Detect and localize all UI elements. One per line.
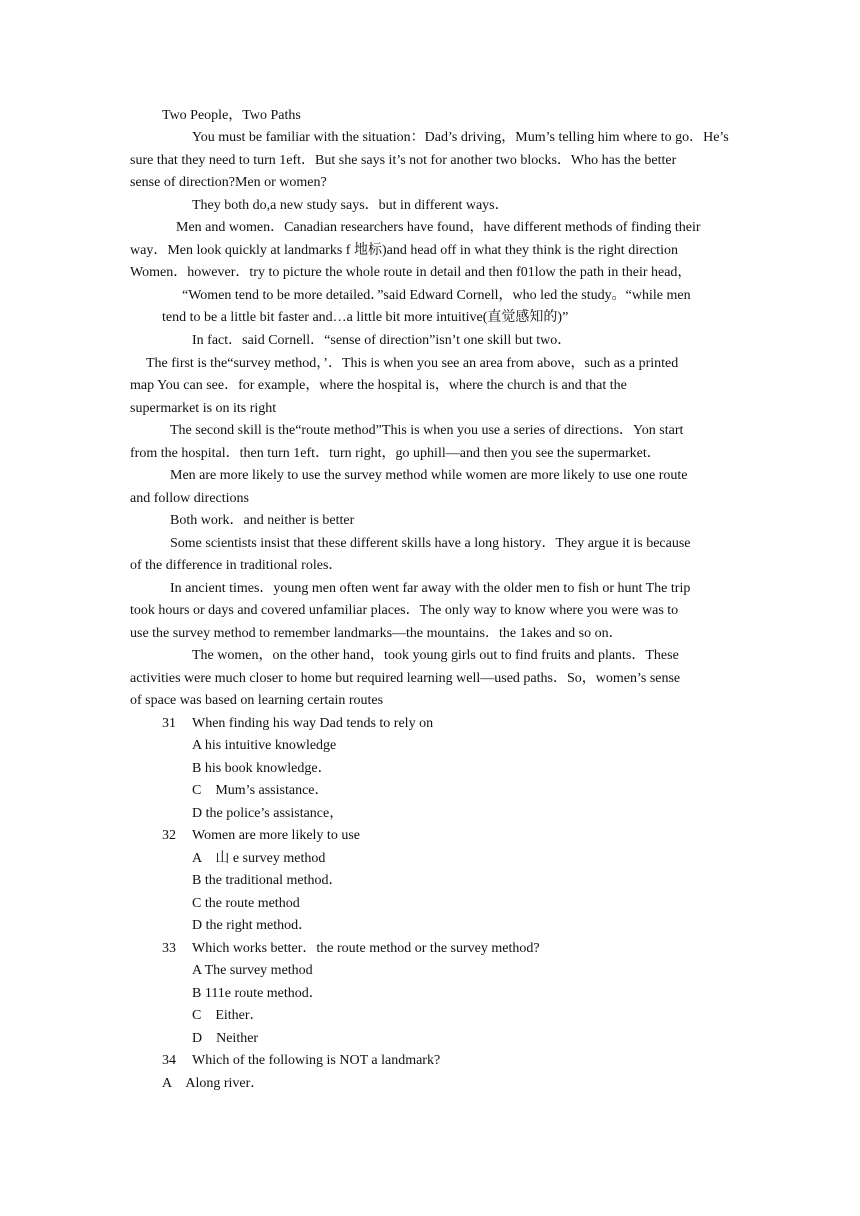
passage-line: took hours or days and covered unfamiliar places．The only way to know where you were was to xyxy=(130,603,679,618)
answer-option: B his book knowledge． xyxy=(192,761,332,776)
passage-line: from the hospital．then turn 1eft．turn right，go uphill—and then you see the supermarket． xyxy=(130,446,661,461)
answer-option: A The survey method xyxy=(192,963,313,978)
passage-line: Both work．and neither is better xyxy=(170,513,355,528)
passage-line: of the difference in traditional roles． xyxy=(130,558,343,573)
passage-line: Men are more likely to use the survey method while women are more likely to use one route xyxy=(170,468,688,483)
passage-line: map You can see．for example，where the hospital is，where the church is and that the xyxy=(130,378,627,393)
answer-option: B 111e route method． xyxy=(192,986,323,1001)
passage-line: Some scientists insist that these different skills have a long history．They argue it is because xyxy=(170,536,691,551)
passage-line: The first is the“survey method，’．This is when you see an area from above，such as a printed xyxy=(146,356,679,371)
passage-line: The second skill is the“route method”This is when you use a series of directions．Yon start xyxy=(170,423,684,438)
question-stem: Women are more likely to use xyxy=(192,828,360,843)
passage-line: way．Men look quickly at landmarks f 地标)and head off in what they think is the right direction xyxy=(130,243,678,258)
answer-option: D the right method． xyxy=(192,918,313,933)
passage-line: You must be familiar with the situation：Dad’s driving，Mum’s telling him where to go．He’s xyxy=(192,130,729,145)
answer-option: C Either． xyxy=(192,1008,264,1023)
answer-option: D Neither xyxy=(192,1031,259,1046)
passage-title: Two People，Two Paths xyxy=(162,108,301,123)
passage-line: activities were much closer to home but required learning well—used paths．So，women’s sense xyxy=(130,671,681,686)
passage-line: In fact．said Cornell．“sense of direction”isn’t one skill but two． xyxy=(192,333,572,348)
passage-line: Women．however．try to picture the whole route in detail and then f01low the path in their head， xyxy=(130,265,692,280)
answer-option: C Mum’s assistance． xyxy=(192,783,329,798)
question-number: 32 xyxy=(162,828,176,843)
passage-line: They both do,a new study says．but in different ways． xyxy=(192,198,509,213)
passage-line: supermarket is on its right xyxy=(130,401,277,416)
passage-line: Men and women．Canadian researchers have found，have different methods of finding their xyxy=(176,220,701,235)
answer-option: A Along river． xyxy=(162,1076,265,1091)
passage-line: “Women tend to be more detailed．”said Edward Cornell，who led the study。“while men xyxy=(182,288,691,303)
question-stem: When finding his way Dad tends to rely on xyxy=(192,716,434,731)
passage-line: and follow directions xyxy=(130,491,249,506)
passage-line: sure that they need to turn 1eft．But she says it’s not for another two blocks．Who has the better xyxy=(130,153,677,168)
passage-line: of space was based on learning certain routes xyxy=(130,693,384,708)
question-number: 34 xyxy=(162,1053,176,1068)
passage-line: sense of direction?Men or women? xyxy=(130,175,327,190)
passage-line: tend to be a little bit faster and…a little bit more intuitive(直觉感知的)” xyxy=(162,310,569,325)
question-stem: Which works better．the route method or the survey method? xyxy=(192,941,540,956)
passage-line: The women，on the other hand，took young girls out to find fruits and plants．These xyxy=(192,648,679,663)
question-stem: Which of the following is NOT a landmark? xyxy=(192,1053,441,1068)
answer-option: A his intuitive knowledge xyxy=(192,738,337,753)
answer-option: D the police’s assistance， xyxy=(192,806,344,821)
answer-option: C the route method xyxy=(192,896,300,911)
question-number: 31 xyxy=(162,716,176,731)
answer-option: B the traditional method． xyxy=(192,873,343,888)
passage-line: use the survey method to remember landmarks—the mountains．the 1akes and so on． xyxy=(130,626,623,641)
question-number: 33 xyxy=(162,941,176,956)
passage-line: In ancient times．young men often went far away with the older men to fish or hunt The trip xyxy=(170,581,691,596)
answer-option: A 山 e survey method xyxy=(192,851,326,866)
